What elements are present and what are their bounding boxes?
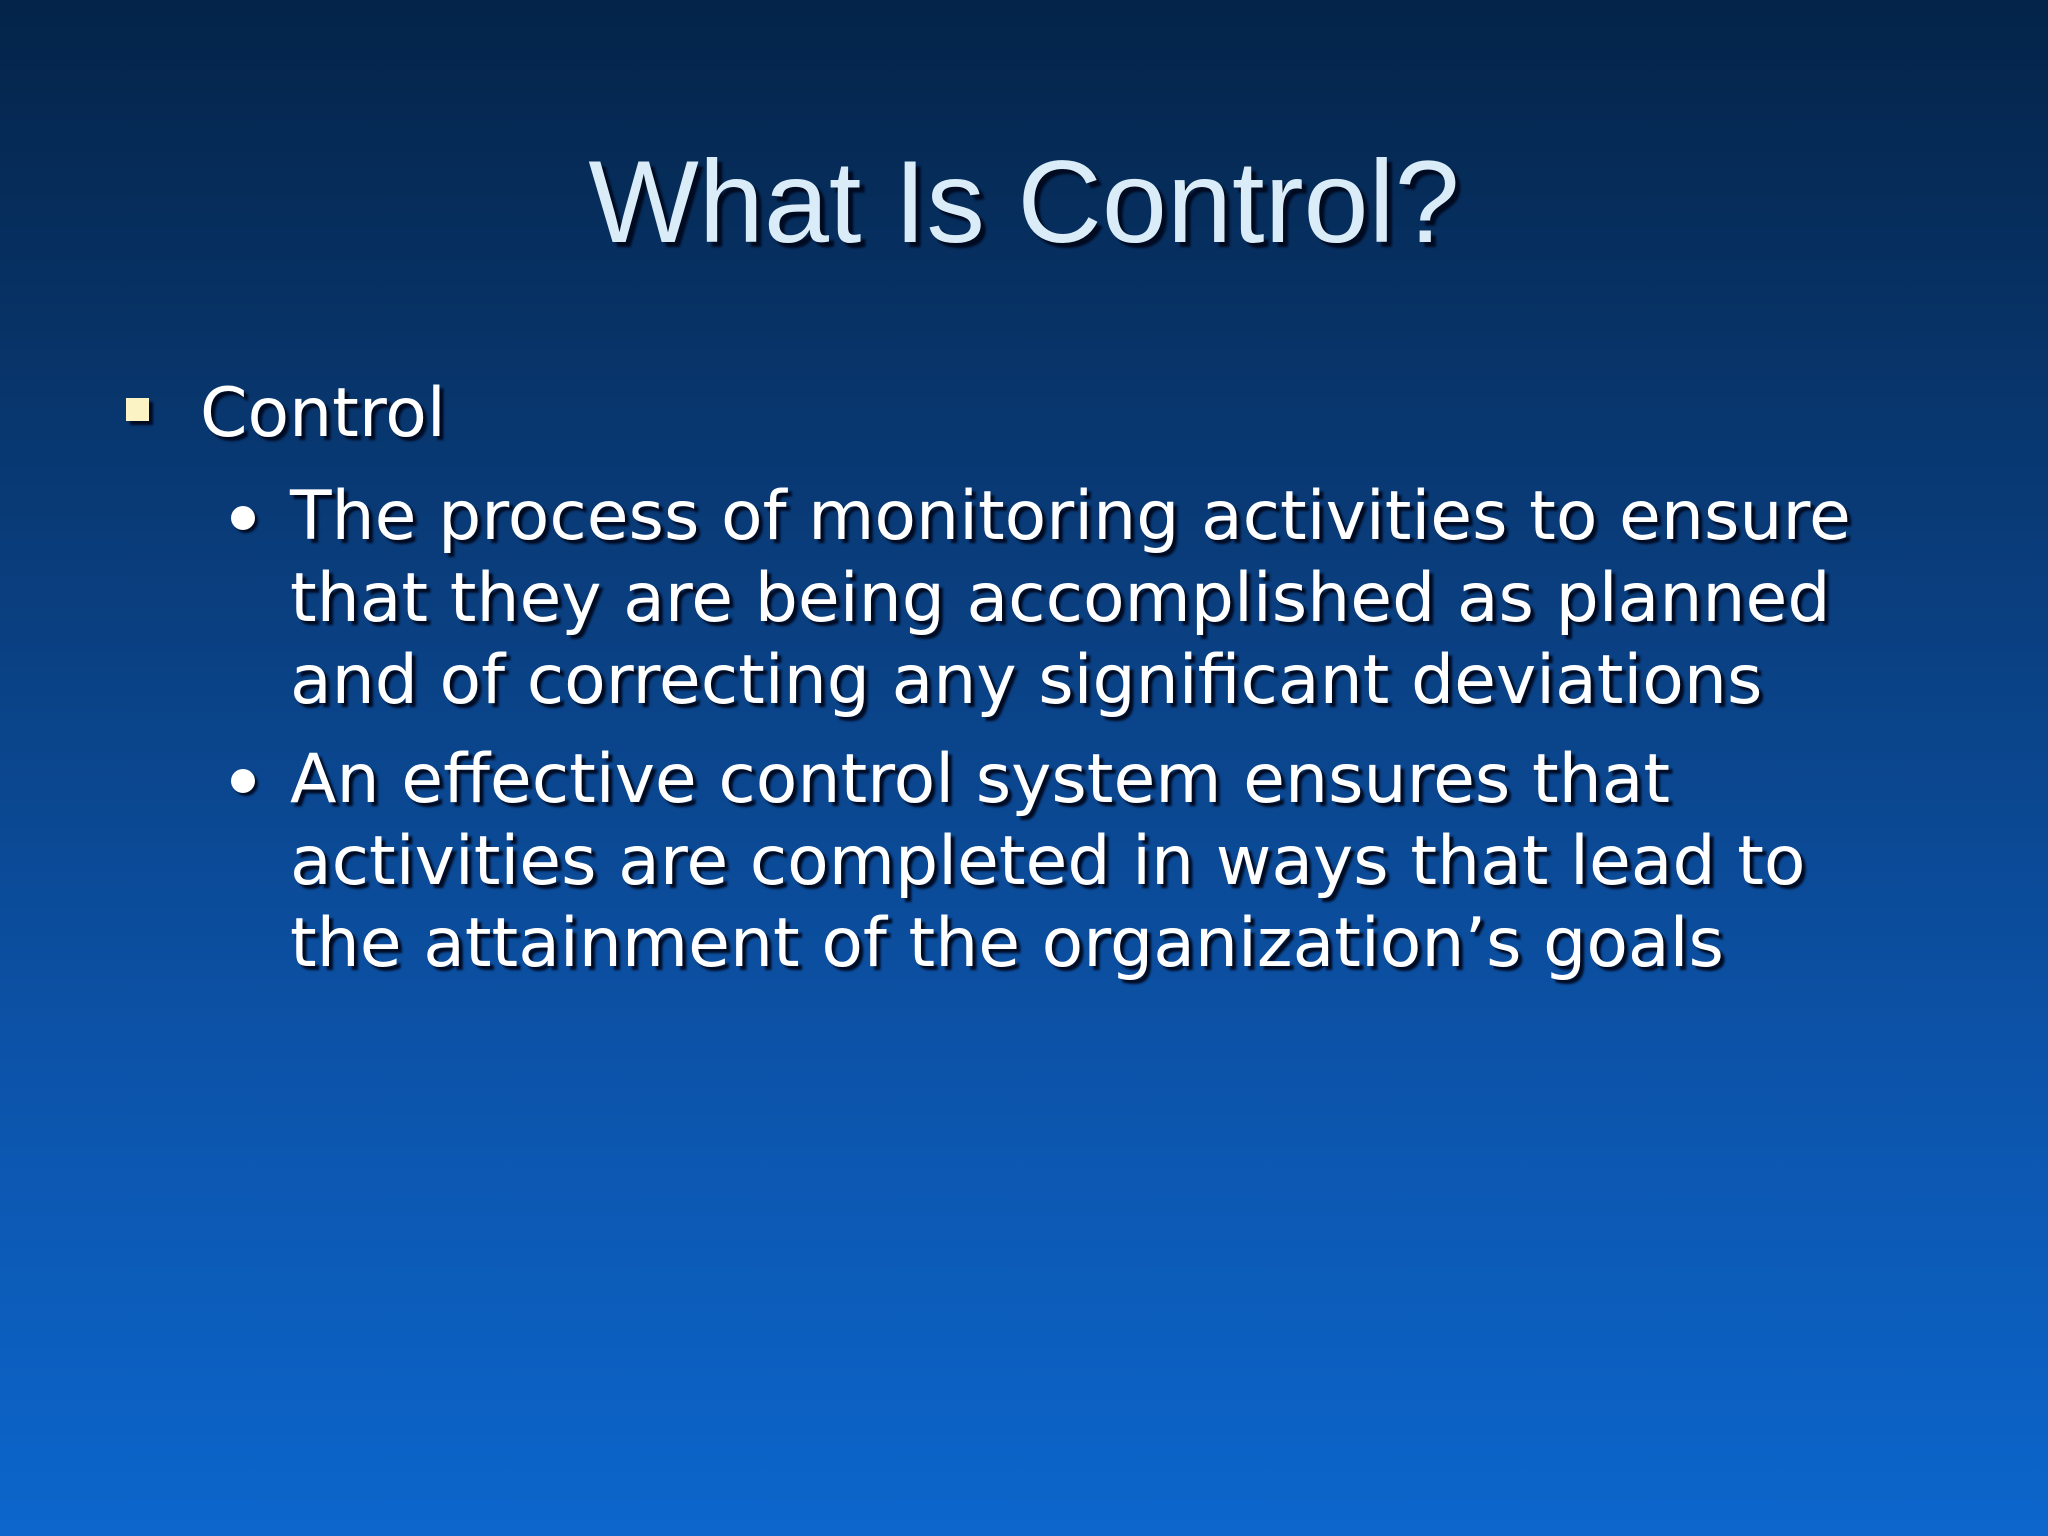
sub-bullet-line: activities are completed in ways that lead to — [290, 822, 1806, 901]
sub-bullet-line: An effective control system ensures that — [290, 740, 1671, 819]
sub-bullet-line: The process of monitoring activities to ensure — [290, 477, 1851, 556]
round-bullet-icon — [231, 769, 255, 793]
bullet-control-label: Control — [200, 374, 446, 453]
sub-bullet-line: that they are being accomplished as planned — [290, 559, 1831, 638]
slide-title: What Is Control? — [588, 136, 1460, 267]
round-bullet-icon — [231, 506, 255, 530]
sub-bullet-line: the attainment of the organization’s goals — [290, 904, 1724, 983]
sub-bullet-line: and of correcting any significant deviations — [290, 641, 1763, 720]
square-bullet-icon — [126, 398, 149, 421]
